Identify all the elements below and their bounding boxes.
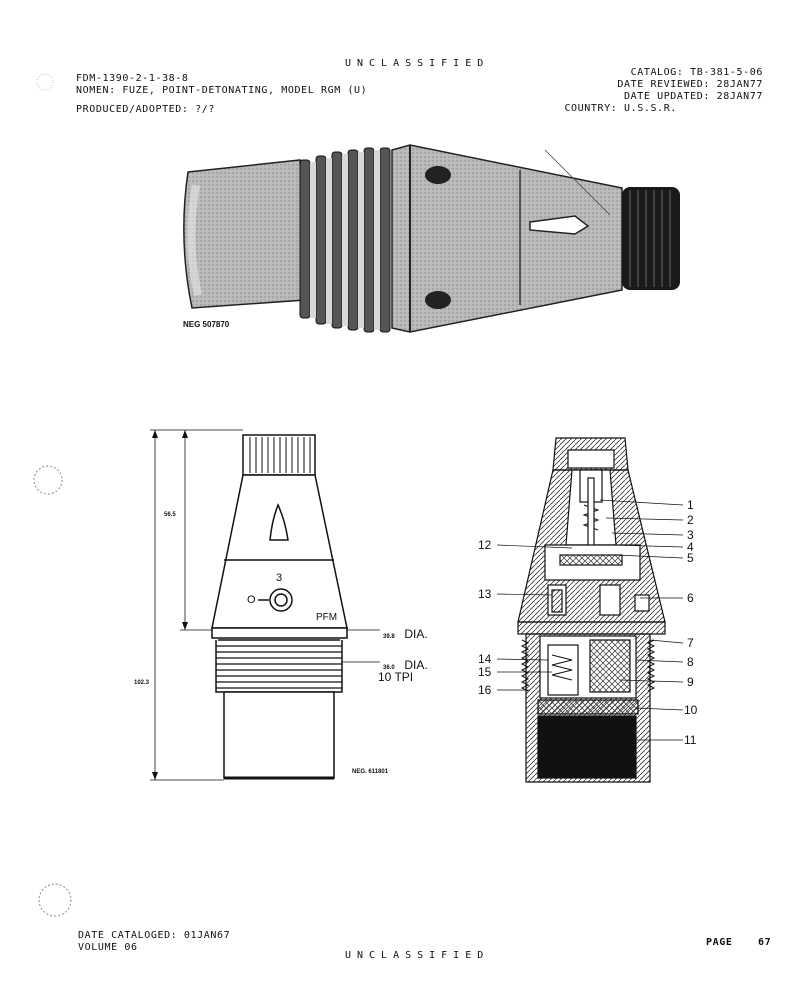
shoulder-diameter-callout xyxy=(383,623,428,642)
callout-11: 11 xyxy=(684,733,697,747)
callout-3: 3 xyxy=(687,528,694,542)
callout-12: 12 xyxy=(478,538,492,552)
page-label: PAGE xyxy=(706,937,733,948)
callout-14: 14 xyxy=(478,652,492,666)
callout-6: 6 xyxy=(687,591,694,605)
dimension-total-length: 102.3 xyxy=(134,680,150,686)
callout-16: 16 xyxy=(478,683,492,697)
callout-15: 15 xyxy=(478,665,492,679)
thread-diameter-label: DIA. xyxy=(404,658,428,672)
classification-banner-bottom: UNCLASSIFIED xyxy=(345,950,490,961)
date-reviewed: DATE REVIEWED: 28JAN77 xyxy=(617,79,763,90)
callout-5: 5 xyxy=(687,551,694,565)
fuze-marking: PFM xyxy=(316,612,338,623)
callout-9: 9 xyxy=(687,675,694,689)
fuze-outline-drawing xyxy=(150,430,380,780)
callout-1: 1 xyxy=(687,498,694,512)
page-smudge-marks xyxy=(34,74,71,916)
country: COUNTRY: U.S.S.R. xyxy=(564,103,677,114)
callout-13: 13 xyxy=(478,587,492,601)
callout-10: 10 xyxy=(684,703,698,717)
photo-negative-number: NEG 507870 xyxy=(183,320,230,329)
callout-2: 2 xyxy=(687,513,694,527)
callout-4: 4 xyxy=(687,540,694,554)
thread-diameter-value: 36.0 xyxy=(383,665,395,671)
classification-banner-top: UNCLASSIFIED xyxy=(345,58,490,69)
thread-pitch: 10 TPI xyxy=(378,670,414,684)
page-number: 67 xyxy=(758,937,772,948)
setting-mark-o: O xyxy=(247,594,256,606)
dimension-upper-length: 56.5 xyxy=(164,512,176,518)
produced-adopted: PRODUCED/ADOPTED: ?/? xyxy=(76,104,216,115)
nomenclature: NOMEN: FUZE, POINT-DETONATING, MODEL RGM (U) xyxy=(76,85,368,96)
shoulder-diameter-label: DIA. xyxy=(404,627,428,641)
volume: VOLUME 06 xyxy=(78,942,138,953)
date-updated: DATE UPDATED: 28JAN77 xyxy=(623,91,763,102)
catalog-number: CATALOG: TB-381-5-06 xyxy=(630,67,763,78)
fuze-cross-section xyxy=(497,438,683,782)
drawing-negative-number: NEG. 611801 xyxy=(352,769,389,775)
date-cataloged: DATE CATALOGED: 01JAN67 xyxy=(78,930,231,941)
setting-mark-3: 3 xyxy=(276,572,283,584)
fuze-photograph xyxy=(184,145,680,332)
fdm-number: FDM-1390-2-1-38-8 xyxy=(76,73,189,84)
callout-8: 8 xyxy=(687,655,694,669)
callout-7: 7 xyxy=(687,636,694,650)
shoulder-diameter-value: 39.8 xyxy=(383,634,395,640)
